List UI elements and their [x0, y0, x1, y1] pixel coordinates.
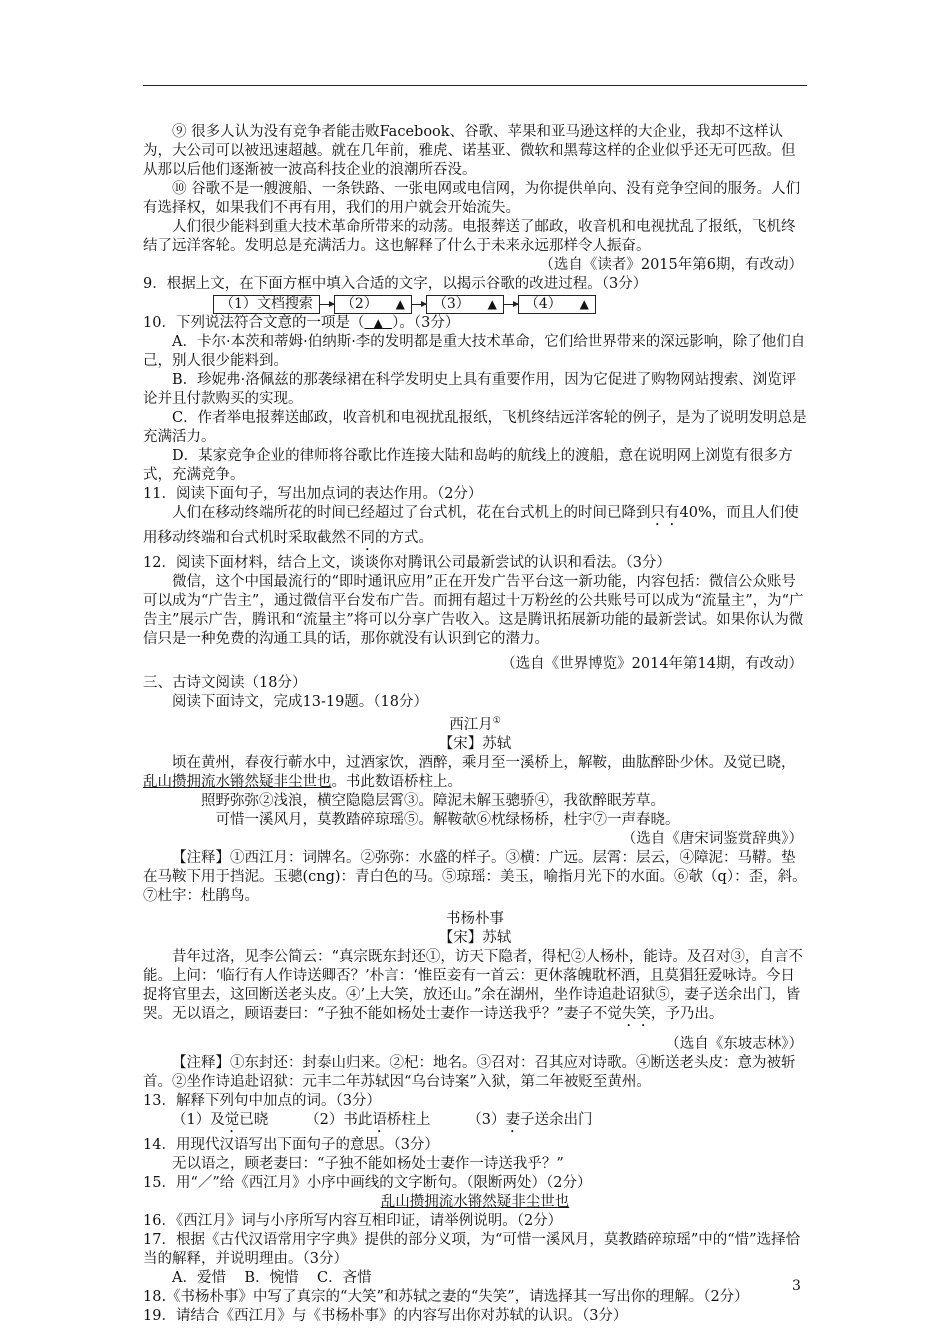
triangle-icon: ▲ — [579, 296, 589, 311]
triangle-icon: ▲ — [395, 296, 405, 311]
question-10-option-a: A．卡尔·本茨和蒂姆·伯纳斯·李的发明都是重大技术革命，它们给世界带来的深远影响，除了他们自己，别人很少能料到。 — [143, 334, 806, 369]
question-9-flowchart — [143, 294, 807, 314]
question-11-sentence: 人们在移动终端所花的时间已经超过了台式机，花在台式机上的时间已降到只有40%，而且人们使用移动终端和台式机时采取截然不同的方式。 — [143, 505, 799, 546]
question-16-stem: 16．《西江月》词与小序所写内容互相印证，请举例说明。（2分） — [143, 1212, 563, 1229]
section-3-intro: 阅读下面诗文，完成13-19题。（18分） — [172, 694, 429, 710]
flow-box-1: （1）文档搜索 — [213, 295, 320, 314]
question-12-material: 微信，这个中国最流行的“即时通讯应用”正在开发广告平台这一新功能，内容包括：微信公众账号可以成为“广告主”，通过微信平台发布广告。而拥有超过十万粉丝的公共账号可以成为“流量主”，为“广告主”展示广告，腾讯和“流量主”将可以分享广告收入。这是腾讯拓展新功能的最新尝试。如果你认为微信只是一种免费的沟通工具的话，那你就没有认识到它的潜力。 — [143, 574, 804, 647]
question-10-option-c: C．作者举电报葬送邮政，收音机和电视扰乱报纸，飞机终结远洋客轮的例子，是为了说明发明总是充满活力。 — [143, 410, 807, 445]
section-3-title: 三、古诗文阅读（18分） — [143, 675, 307, 691]
poem-1-line-2: 可惜一溪风月，莫教踏碎琼瑶⑤。解鞍欹⑥枕绿杨桥，杜宇⑦一声春晓。 — [215, 811, 680, 828]
header-rule — [143, 85, 807, 86]
question-17-options: A．爱惜 B．惋惜 C．吝惜 — [172, 1269, 372, 1286]
question-14-sentence: 无以语之，顾老妻曰：“子独不能如杨处士妻作一诗送我乎？” — [172, 1155, 564, 1172]
poem-2-notes: 【注释】①东封还：封泰山归来。②杞：地名。③召对：召其应对诗歌。④断送老头皮：意为被斩首。②坐作诗追赴诏狱：元丰二年苏轼因“乌台诗案”入狱，第二年被贬至黄州。 — [143, 1054, 796, 1090]
question-17-stem: 17．根据《古代汉语常用字字典》提供的部分义项，为“可惜一溪风月，莫教踏碎琼瑶”中的“惜”选择恰当的解释，并说明理由。（3分） — [143, 1231, 801, 1267]
passage-paragraph-11: 人们很少能料到重大技术革命所带来的动荡。电报葬送了邮政，收音机和电视扰乱了报纸，飞机终结了远洋客轮。发明总是充满活力。这也解释了什么于未来永远那样令人振奋。 — [143, 219, 796, 254]
poem-2-text: 昔年过洛，见李公简云：“真宗既东封还①，访天下隐者，得杞②人杨朴，能诗。及召对③，自言不能。上问：‘临行有人作诗送卿否？’朴言：‘惟臣妾有一首云：更休落魄耽杯酒，且莫猖狂爱咏诗。今日捉将官里去，这回断送老头皮。④’上大笑，放还山。”余在湖州，坐作诗追赴诏狱⑤，妻子送余出门，皆哭。无以语之，顾语妻曰：“子独不能如杨处士妻作一诗送我乎？”妻子不觉失笑，予乃出。 — [143, 948, 803, 1022]
question-12-stem: 12．阅读下面材料，结合上文，谈谈你对腾讯公司最新尝试的认识和看法。（3分） — [143, 555, 671, 571]
question-13-stem: 13．解释下列句中加点的词。（3分） — [143, 1092, 381, 1109]
passage-source: （选自《读者》2015年第6期，有改动） — [539, 257, 803, 273]
page-number: 3 — [792, 1278, 801, 1294]
question-15-stem: 15．用“／”给《西江月》小序中画线的文字断句。（限断两处）（2分） — [143, 1174, 592, 1191]
arrow-right-icon — [504, 304, 518, 305]
question-11-stem: 11．阅读下面句子，写出加点词的表达作用。（2分） — [143, 486, 483, 502]
poem-1-source: （选自《唐宋词鉴赏辞典》） — [621, 830, 803, 847]
poem-2-author: 【宋】苏轼 — [438, 929, 512, 946]
poem-2-title: 书杨朴事 — [446, 910, 504, 927]
flow-box-3[interactable]: （3） ▲ — [426, 295, 504, 314]
flow-box-2[interactable]: （2） ▲ — [334, 295, 412, 314]
question-14-stem: 14．用现代汉语写出下面句子的意思。（3分） — [143, 1136, 439, 1153]
question-9-stem: 9．根据上文，在下面方框中填入合适的文字，以揭示谷歌的改进过程。（3分） — [143, 276, 648, 292]
poem-1-author: 【宋】苏轼 — [438, 735, 512, 752]
triangle-icon: ▲ — [373, 316, 383, 330]
poem-1-preface: 顷在黄州，春夜行蕲水中，过酒家饮，酒醉，乘月至一溪桥上，解鞍，曲肱醉卧少休。及觉已晓，乱山攒拥流水锵然疑非尘世也。书此数语桥柱上。 — [143, 754, 796, 790]
passage-paragraph-9: ⑨ 很多人认为没有竞争者能击败Facebook、谷歌、苹果和亚马逊这样的大企业，我却不这样认为，大公司可以被迅速超越。就在几年前，雅虎、诺基亚、微软和黑莓这样的企业似乎还无可匹敌。但从那以后他们逐渐被一波高科技企业的浪潮所吞没。 — [143, 124, 796, 178]
poem-1-line-1: 照野弥弥②浅浪，横空隐隐层霄③。障泥未解玉骢骄④，我欲醉眠芳草。 — [201, 792, 665, 809]
poem-2-source: （选自《东坡志林》） — [665, 1035, 803, 1052]
question-12-source: （选自《世界博览》2014年第14期，有改动） — [501, 656, 803, 672]
passage-paragraph-10: ⑩ 谷歌不是一艘渡船、一条铁路、一张电网或电信网，为你提供单向、没有竞争空间的服务。人们有选择权，如果我们不再有用，我们的用户就会开始流失。 — [143, 181, 801, 216]
poem-1-notes: 【注释】①西江月：词牌名。②弥弥：水盛的样子。③横：广远。层霄：层云，④障泥：马鞯。垫在马鞍下用于挡泥。玉骢(cng)：青白色的马。⑤琼瑶：美玉，喻指月光下的水面。⑥欹（q）：歪，斜。⑦杜宇：杜鹃鸟。 — [143, 849, 807, 904]
triangle-icon: ▲ — [487, 296, 497, 311]
question-15-text: 乱山攒拥流水锵然疑非尘世也 — [380, 1193, 570, 1210]
question-10-stem: 10．下列说法符合文意的一项是（ ▲ ）。（3分） — [143, 315, 460, 331]
flow-box-4[interactable]: （4） ▲ — [518, 295, 596, 314]
arrow-right-icon — [320, 304, 334, 305]
arrow-right-icon — [412, 304, 426, 305]
question-10-option-b: B．珍妮弗·洛佩兹的那袭绿裙在科学发明史上具有重要作用，因为它促进了购物网站搜索、浏览评论并且付款购买的实现。 — [143, 372, 797, 407]
poem-1-title: 西江月① — [449, 716, 501, 733]
question-10-option-d: D．某家竞争企业的律师将谷歌比作连接大陆和岛屿的航线上的渡船，意在说明网上浏览有很多方式，充满竞争。 — [143, 448, 793, 483]
question-13-items: （1）及觉已晓 （2）书此语桥柱上 （3）妻子送余出门 — [172, 1111, 593, 1128]
question-18-stem: 18.《书杨朴事》中写了真宗的“大笑”和苏轼之妻的“失笑”，请选择其一写出你的理解。（2分） — [143, 1288, 749, 1305]
document-body — [143, 123, 807, 1326]
question-19-stem: 19．请结合《西江月》与《书杨朴事》的内容写出你对苏轼的认识。（3分） — [143, 1307, 628, 1324]
